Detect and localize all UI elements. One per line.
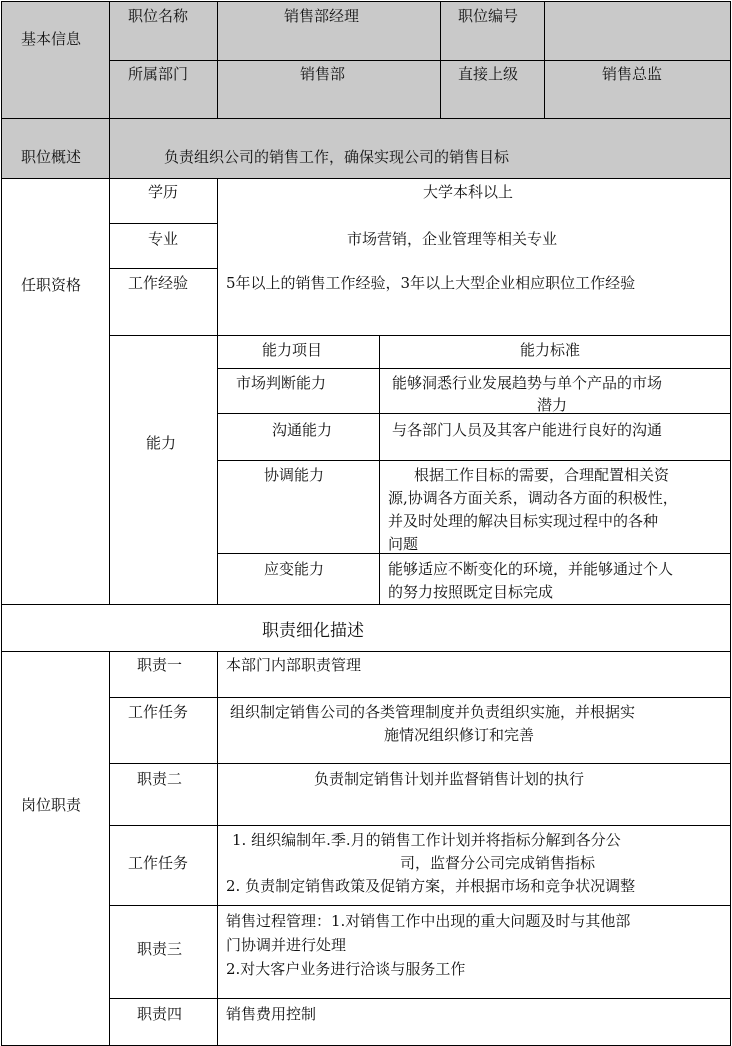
ability-standard-line: 根据工作目标的需要，合理配置相关资 [414, 466, 670, 484]
task1-label: 工作任务 [128, 703, 189, 721]
duties-label: 岗位职责 [21, 796, 82, 814]
duties-divider-left [109, 651, 110, 1046]
ability-standard-line: 与各部门人员及其客户能进行良好的沟通 [392, 421, 663, 439]
ability-row-line-2 [217, 413, 731, 414]
task2-line: 2. 负责制定销售政策及促销方案，并根据市场和竞争状况调整 [226, 877, 636, 895]
duty2-label: 职责二 [137, 770, 183, 788]
qualification-divider-mid [217, 178, 218, 605]
code-value-cell [544, 1, 731, 61]
major-value: 市场营销，企业管理等相关专业 [347, 230, 558, 248]
task2-line: 司，监督分公司完成销售指标 [400, 854, 596, 872]
duty4-label: 职责四 [137, 1005, 183, 1023]
duties-heading-cell [1, 604, 731, 652]
duty4-text: 销售费用控制 [226, 1005, 317, 1023]
overview-label: 职位概述 [21, 148, 82, 166]
duty1-text: 本部门内部职责管理 [226, 656, 362, 674]
task1-line: 组织制定销售公司的各类管理制度并负责组织实施，并根据实 [230, 703, 636, 721]
ability-row-line-3 [217, 460, 731, 461]
duty3-line: 2.对大客户业务进行洽谈与服务工作 [226, 960, 466, 978]
duty1-label: 职责一 [137, 656, 183, 674]
duty-row-line-5 [109, 998, 731, 999]
ability-standard-line: 潜力 [537, 396, 568, 414]
ability-standard-line: 源,协调各方面关系，调动各方面的积极性， [388, 489, 678, 507]
ability-header-item: 能力项目 [262, 341, 323, 359]
dept-value: 销售部 [300, 65, 346, 83]
education-value: 大学本科以上 [423, 183, 514, 201]
row-line-major [109, 268, 217, 269]
overview-text: 负责组织公司的销售工作，确保实现公司的销售目标 [164, 148, 510, 166]
ability-column-divider [379, 335, 380, 605]
row-line-education [109, 223, 217, 224]
duty-row-line-1 [109, 697, 731, 698]
major-label: 专业 [148, 230, 179, 248]
ability-item: 市场判断能力 [236, 374, 327, 392]
task2-line: 1. 组织编制年.季.月的销售工作计划并将指标分解到各分公 [232, 831, 621, 849]
qualification-divider-left [109, 178, 110, 605]
ability-label: 能力 [146, 434, 177, 452]
education-label: 学历 [148, 183, 179, 201]
code-label: 职位编号 [458, 7, 519, 25]
ability-row-line-4 [217, 553, 731, 554]
task2-label: 工作任务 [128, 854, 189, 872]
duty3-label: 职责三 [137, 940, 183, 958]
ability-row-line-1 [217, 368, 731, 369]
title-value: 销售部经理 [284, 7, 360, 25]
duty-row-line-3 [109, 825, 731, 826]
ability-item: 沟通能力 [272, 421, 333, 439]
ability-standard-line: 问题 [388, 535, 419, 553]
basic-info-section-cell [1, 1, 110, 119]
duty-row-line-2 [109, 763, 731, 764]
ability-item: 应变能力 [264, 560, 325, 578]
ability-standard-line: 并及时处理的解决目标实现过程中的各种 [388, 512, 659, 530]
superior-value: 销售总监 [602, 65, 663, 83]
ability-item: 协调能力 [264, 466, 325, 484]
duty3-line: 销售过程管理：1.对销售工作中出现的重大问题及时与其他部 [226, 912, 631, 930]
dept-label: 所属部门 [128, 65, 189, 83]
duties-divider-mid [217, 651, 218, 1046]
ability-standard-line: 能够洞悉行业发展趋势与单个产品的市场 [392, 374, 663, 392]
ability-standard-line: 的努力按照既定目标完成 [388, 583, 554, 601]
superior-label: 直接上级 [458, 65, 519, 83]
ability-header-standard: 能力标准 [520, 341, 581, 359]
title-label: 职位名称 [128, 7, 189, 25]
row-line-experience [109, 335, 731, 336]
experience-value: 5年以上的销售工作经验，3年以上大型企业相应职位工作经验 [226, 274, 636, 292]
duties-heading: 职责细化描述 [262, 621, 364, 641]
duty2-text: 负责制定销售计划并监督销售计划的执行 [314, 770, 585, 788]
ability-standard-line: 能够适应不断变化的环境，并能够通过个人 [388, 560, 674, 578]
qualification-label: 任职资格 [21, 276, 82, 294]
duty3-line: 门协调并进行处理 [226, 936, 347, 954]
experience-label: 工作经验 [128, 274, 189, 292]
duty-row-line-4 [109, 905, 731, 906]
task1-line: 施情况组织修订和完善 [384, 726, 535, 744]
basic-info-label: 基本信息 [21, 30, 82, 48]
